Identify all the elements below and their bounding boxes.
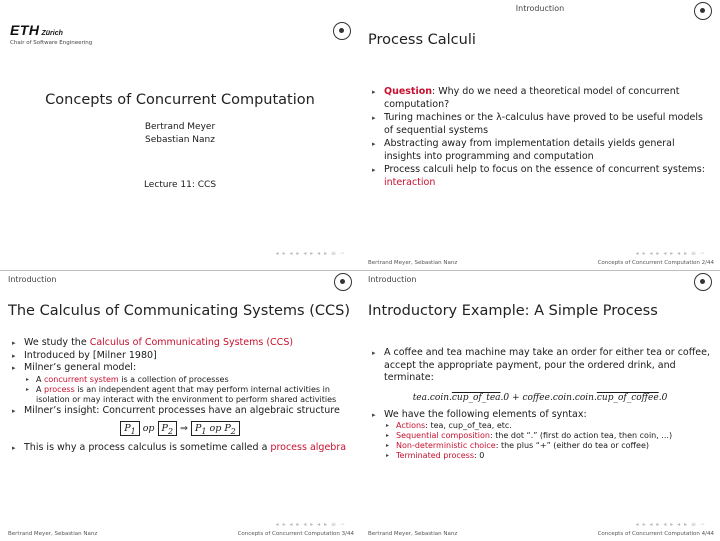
process-formula: tea.coin.cup_of_tea.0 + coffee.coin.coin.cup_of_coffee.0: [412, 392, 668, 403]
nav-symbols: ◂ ▸ ◂ ▸ ◂ ▸ ◂ ▸ ≡ ∽: [635, 521, 706, 528]
nav-symbols: ◂ ▸ ◂ ▸ ◂ ▸ ◂ ▸ ≡ ∽: [275, 250, 346, 257]
boxed-p1: $P_1$: [120, 421, 139, 436]
chair-label: Chair of Software Engineering: [10, 40, 93, 46]
section-label: Introduction: [515, 4, 565, 13]
footer-page: Concepts of Concurrent Computation 4/44: [597, 531, 714, 537]
bullet-list: [368, 347, 712, 461]
list-item: ▸ Milner’s insight: Concurrent processes have an algebraic structure: [8, 405, 352, 418]
sub-list-item: ▸ A process is an independent agent that may perform internal activities in isolation or may interact with the environment to perform shared activities: [8, 385, 352, 405]
eth-seal-icon: [334, 273, 352, 291]
sub-list-item: ▸ A concurrent system is a collection of processes: [8, 375, 352, 385]
eth-seal-icon: [333, 22, 351, 40]
slide-ccs: [0, 271, 360, 541]
eth-seal-icon: [694, 2, 712, 20]
section-label: Introduction: [368, 275, 417, 284]
slide-title: [0, 0, 360, 270]
list-item: ▸ Turing machines or the λ-calculus have proved to be useful models of sequential systems: [368, 112, 712, 137]
footer: [0, 529, 360, 541]
author-name: Sebastian Nanz: [145, 135, 215, 145]
presentation-title: Concepts of Concurrent Computation: [45, 92, 315, 108]
list-item: ▸ Process calculi help to focus on the essence of concurrent systems: interaction: [368, 164, 712, 189]
bullet-list: [368, 86, 712, 190]
footer-page: Concepts of Concurrent Computation 3/44: [237, 531, 354, 537]
list-item: ▸ Abstracting away from implementation details yields general insights into programming and computation: [368, 138, 712, 163]
sub-list-item: ▸ Non-deterministic choice: the plus “+” (either do tea or coffee): [368, 441, 712, 451]
frame-title: Process Calculi: [368, 32, 476, 48]
list-item: ▸ A coffee and tea machine may take an order for either tea or coffee, accept the appropriate payment, pour the ordered drink, and terminate:: [368, 347, 712, 385]
bullet-list: [8, 337, 352, 454]
eth-logo: ETH Zürich: [10, 22, 63, 38]
algebra-equation: $P_1$ op $P_2$ ⇒ $P_1$ op $P_2$: [8, 423, 352, 436]
author-name: Bertrand Meyer: [144, 122, 216, 132]
list-item: ▸ We study the Calculus of Communicating Systems (CCS): [8, 337, 352, 350]
section-label: Introduction: [8, 275, 57, 284]
eth-seal-icon: [694, 273, 712, 291]
nav-symbols: ◂ ▸ ◂ ▸ ◂ ▸ ◂ ▸ ≡ ∽: [275, 521, 346, 528]
section-header: [360, 0, 720, 18]
authors: [0, 121, 360, 147]
footer-page: Concepts of Concurrent Computation 2/44: [597, 260, 714, 266]
lecture-label: Lecture 11: CCS: [143, 180, 217, 190]
sub-list-item: ▸ Terminated process: 0: [368, 451, 712, 461]
footer: [360, 258, 720, 270]
frame-title: The Calculus of Communicating Systems (CCS): [8, 303, 350, 319]
frame-title: Introductory Example: A Simple Process: [368, 303, 658, 319]
footer-authors: Bertrand Meyer, Sebastian Nanz: [8, 531, 98, 537]
section-header: [360, 271, 720, 289]
boxed-composite: $P_1$ op $P_2$: [191, 421, 240, 436]
nav-symbols: ◂ ▸ ◂ ▸ ◂ ▸ ◂ ▸ ≡ ∽: [635, 250, 706, 257]
list-item: ▸ Introduced by [Milner 1980]: [8, 350, 352, 363]
section-header: [0, 271, 360, 289]
footer-authors: Bertrand Meyer, Sebastian Nanz: [368, 531, 458, 537]
footer: [360, 529, 720, 541]
list-item: ▸ Question: Why do we need a theoretical model of concurrent computation?: [368, 86, 712, 111]
list-item: ▸ We have the following elements of syntax:: [368, 409, 712, 422]
sub-list-item: ▸ Actions: tea, cup_of_tea, etc.: [368, 421, 712, 431]
sub-list-item: ▸ Sequential composition: the dot “.” (first do action tea, then coin, ...): [368, 431, 712, 441]
footer-authors: Bertrand Meyer, Sebastian Nanz: [368, 260, 458, 266]
slide-simple-process: [360, 271, 720, 541]
list-item: ▸ This is why a process calculus is sometime called a process algebra: [8, 442, 352, 455]
list-item: ▸ Milner’s general model:: [8, 362, 352, 375]
slide-process-calculi: [360, 0, 720, 270]
boxed-p2: $P_2$: [158, 421, 177, 436]
